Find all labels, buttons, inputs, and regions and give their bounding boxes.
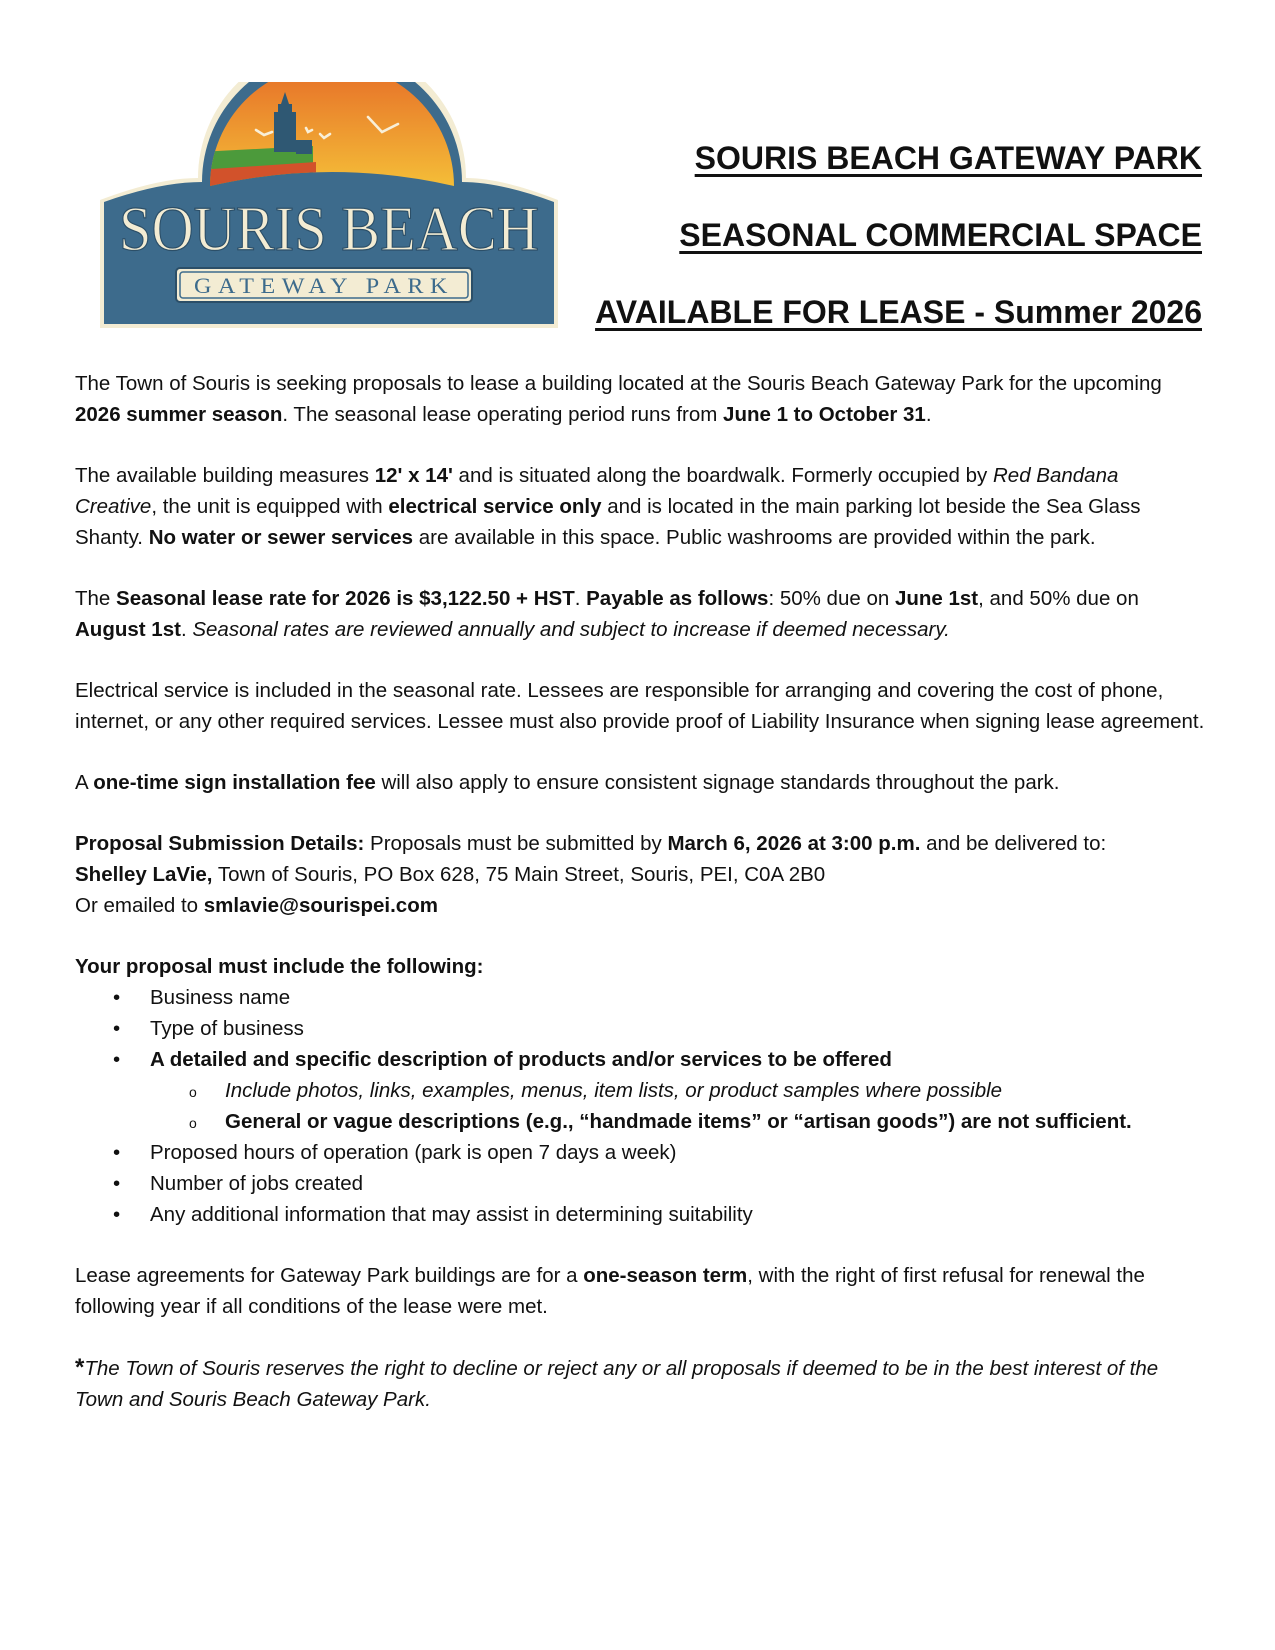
bullet-icon: • (113, 1203, 121, 1226)
text: and be delivered to: (920, 832, 1107, 855)
title-line-space: SEASONAL COMMERCIAL SPACE (679, 217, 1202, 253)
submission-deadline: March 6, 2026 at 3:00 p.m. (667, 832, 921, 855)
asterisk-icon: * (75, 1354, 85, 1381)
text: The Town of Souris is seeking proposals to lease a building located at the Souris Beach Gateway Park for the upcoming (75, 372, 1162, 395)
text: and is located in the main parking lot beside the Sea Glass Shanty. (75, 495, 1141, 549)
title-line-park: SOURIS BEACH GATEWAY PARK (694, 140, 1202, 176)
term-paragraph (75, 1260, 1205, 1322)
text: Proposals must be submitted by (364, 832, 668, 855)
text: . (180, 618, 193, 641)
sub-list-item-text: General or vague descriptions (e.g., “handmade items” or “artisan goods”) are not sufficient. (225, 1110, 1132, 1133)
sign-fee-paragraph (75, 767, 1205, 798)
text: . The seasonal lease operating period runs from (282, 403, 724, 426)
sign-fee: one-time sign installation fee (93, 771, 376, 794)
bullet-icon: • (113, 1017, 121, 1040)
list-item (75, 982, 1205, 1013)
list-item-text: Any additional information that may assist in determining suitability (150, 1203, 753, 1226)
souris-beach-gateway-park-logo (98, 82, 560, 330)
sub-list-item (75, 1075, 1205, 1106)
sub-list-container (75, 1075, 1205, 1137)
footnote-text: The Town of Souris reserves the right to decline or reject any or all proposals if deemed to be in the best interest of the Town and Souris Beach Gateway Park. (75, 1357, 1159, 1411)
services-paragraph: Electrical service is included in the seasonal rate. Lessees are responsible for arranging and covering the cost of phone, internet, or any other required services. Lessee must also provide proof of Liability Insurance when signing lease agreement. (75, 679, 1205, 733)
second-payment-date: August 1st (75, 618, 181, 641)
lease-term: one-season term (583, 1264, 748, 1287)
sub-list-item-text: Include photos, links, examples, menus, item lists, or product samples where possible (225, 1079, 1003, 1102)
building-size: 12' x 14' (374, 464, 453, 487)
text: and is situated along the boardwalk. Formerly occupied by (452, 464, 993, 487)
list-item (75, 1199, 1205, 1230)
list-item-text: A detailed and specific description of products and/or services to be offered (150, 1048, 892, 1071)
document-body (75, 368, 1205, 1445)
lighthouse-icon (274, 112, 296, 152)
submission-label: Proposal Submission Details: (75, 832, 365, 855)
text: . (925, 403, 932, 426)
payable-label: Payable as follows (586, 587, 769, 610)
contact-email[interactable]: smlavie@sourispei.com (203, 894, 438, 917)
text: are available in this space. Public washrooms are provided within the park. (413, 526, 1096, 549)
intro-paragraph (75, 368, 1205, 430)
text: Or emailed to (75, 894, 204, 917)
list-item (75, 1137, 1205, 1168)
text: Lease agreements for Gateway Park buildings are for a (75, 1264, 584, 1287)
list-item-text: Business name (150, 986, 291, 1009)
list-item-text: Proposed hours of operation (park is open 7 days a week) (150, 1141, 677, 1164)
list-item (75, 1013, 1205, 1044)
season-highlight: 2026 summer season (75, 403, 283, 426)
logo-title: SOURIS BEACH (119, 193, 539, 264)
former-tenant: Red Bandana Creative (75, 464, 1119, 518)
submission-paragraph (75, 828, 1205, 921)
bullet-icon: • (113, 1048, 121, 1071)
text: : 50% due on (768, 587, 895, 610)
mailing-address: Town of Souris, PO Box 628, 75 Main Street, Souris, PEI, C0A 2B0 (212, 863, 826, 886)
no-water-note: No water or sewer services (148, 526, 414, 549)
sub-list-item (75, 1106, 1205, 1137)
list-item-text: Number of jobs created (150, 1172, 364, 1195)
list-item (75, 1168, 1205, 1199)
text: will also apply to ensure consistent signage standards throughout the park. (375, 771, 1060, 794)
logo-subtitle: GATEWAY PARK (194, 273, 454, 298)
rate-review-note: Seasonal rates are reviewed annually and subject to increase if deemed necessary. (192, 618, 950, 641)
first-payment-date: June 1st (894, 587, 979, 610)
requirements-heading: Your proposal must include the following: (75, 955, 484, 978)
text: , with the right of first refusal for renewal the following year if all conditions of the lease were met. (75, 1264, 1145, 1318)
rate-paragraph (75, 583, 1205, 645)
operating-period: June 1 to October 31 (723, 403, 926, 426)
circle-bullet-icon: o (189, 1115, 197, 1131)
footnote (75, 1352, 1205, 1415)
title-line-available: AVAILABLE FOR LEASE - Summer 2026 (595, 294, 1202, 330)
text: The available building measures (75, 464, 375, 487)
contact-name: Shelley LaVie, (75, 863, 213, 886)
text: The (75, 587, 117, 610)
list-item-text: Type of business (150, 1017, 304, 1040)
bullet-icon: • (113, 1172, 121, 1195)
circle-bullet-icon: o (189, 1084, 197, 1100)
list-item (75, 1044, 1205, 1075)
text: , and 50% due on (978, 587, 1139, 610)
electrical-note: electrical service only (388, 495, 602, 518)
requirements-section (75, 951, 1205, 1230)
logo-graphic (98, 82, 560, 330)
lease-rate: Seasonal lease rate for 2026 is $3,122.50 + HST (116, 587, 575, 610)
building-paragraph (75, 460, 1205, 553)
text: . (574, 587, 587, 610)
text: , the unit is equipped with (151, 495, 389, 518)
bullet-icon: • (113, 986, 121, 1009)
document-title-block (595, 140, 1202, 331)
bullet-icon: • (113, 1141, 121, 1164)
sub-list (75, 1075, 1205, 1137)
text: A (75, 771, 94, 794)
requirements-list (75, 982, 1205, 1230)
